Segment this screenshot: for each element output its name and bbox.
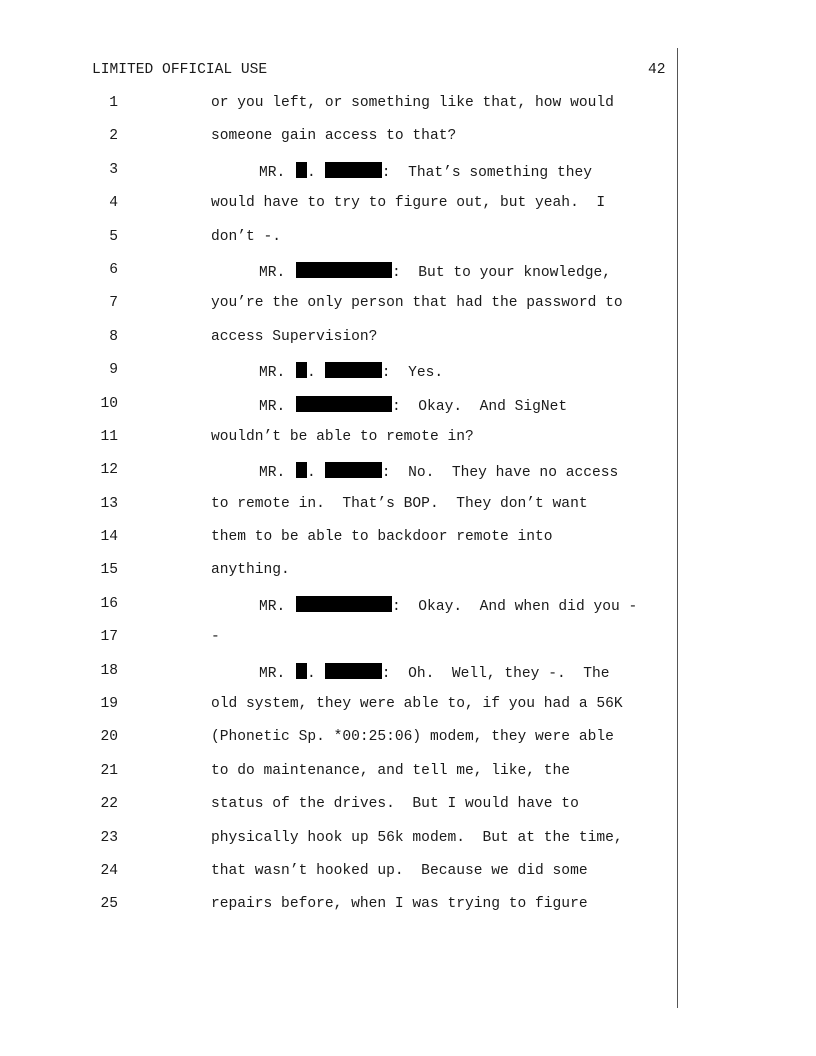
line-text bbox=[211, 596, 637, 615]
transcript-line bbox=[0, 830, 676, 863]
line-number: 3 bbox=[109, 161, 118, 178]
redaction-block bbox=[325, 362, 382, 378]
line-text bbox=[211, 562, 290, 578]
line-number: 6 bbox=[109, 261, 118, 278]
transcript-line bbox=[0, 95, 676, 128]
right-margin-rule bbox=[677, 48, 678, 1008]
line-number: 18 bbox=[100, 662, 118, 679]
line-number: 9 bbox=[109, 362, 118, 379]
line-text bbox=[211, 629, 220, 645]
text-run: : But to your knowledge, bbox=[392, 264, 611, 281]
transcript-line bbox=[0, 362, 676, 395]
redaction-block bbox=[296, 262, 392, 278]
transcript-line bbox=[0, 496, 676, 529]
line-number: 2 bbox=[109, 128, 118, 145]
text-run: anything. bbox=[211, 562, 290, 579]
line-text bbox=[211, 462, 618, 481]
transcript-line bbox=[0, 529, 676, 562]
transcript-line bbox=[0, 629, 676, 662]
text-run: status of the drives. But I would have to bbox=[211, 796, 579, 813]
line-number: 11 bbox=[100, 428, 118, 445]
line-text bbox=[211, 729, 614, 745]
text-run: access Supervision? bbox=[211, 328, 378, 345]
transcript-line bbox=[0, 195, 676, 228]
line-text bbox=[211, 763, 570, 779]
line-text bbox=[211, 796, 579, 812]
line-text bbox=[211, 162, 592, 181]
transcript-line bbox=[0, 863, 676, 896]
transcript-line bbox=[0, 729, 676, 762]
transcript-line bbox=[0, 462, 676, 495]
classification-header: LIMITED OFFICIAL USE bbox=[92, 62, 268, 78]
text-run: MR. bbox=[259, 398, 295, 415]
line-text bbox=[211, 696, 623, 712]
line-text bbox=[211, 529, 553, 545]
text-run: physically hook up 56k modem. But at the time, bbox=[211, 829, 623, 846]
text-run: : That’s something they bbox=[381, 164, 592, 181]
redaction-block bbox=[296, 663, 307, 679]
line-number: 16 bbox=[100, 595, 118, 612]
redaction-block bbox=[296, 396, 392, 412]
text-run: wouldn’t be able to remote in? bbox=[211, 428, 474, 445]
line-number: 13 bbox=[100, 495, 118, 512]
text-run: . bbox=[307, 465, 316, 482]
text-run: MR. bbox=[259, 665, 295, 682]
redaction-block bbox=[325, 462, 382, 478]
transcript-line bbox=[0, 696, 676, 729]
line-text bbox=[211, 863, 588, 879]
text-run: : No. They have no access bbox=[381, 465, 619, 482]
transcript-line bbox=[0, 396, 676, 429]
line-number: 22 bbox=[100, 796, 118, 813]
line-text bbox=[211, 295, 623, 311]
line-number: 17 bbox=[100, 629, 118, 646]
line-text bbox=[211, 262, 611, 281]
text-run: : Okay. And SigNet bbox=[392, 398, 568, 415]
text-run: . bbox=[307, 665, 316, 682]
line-text bbox=[211, 95, 614, 111]
transcript-line bbox=[0, 229, 676, 262]
line-text bbox=[211, 329, 377, 345]
text-run: . bbox=[307, 365, 316, 382]
line-text bbox=[211, 663, 610, 682]
line-number: 7 bbox=[109, 295, 118, 312]
line-text bbox=[211, 830, 623, 846]
redaction-block bbox=[296, 362, 307, 378]
line-text bbox=[211, 229, 281, 245]
line-text bbox=[211, 896, 588, 912]
line-number: 23 bbox=[100, 829, 118, 846]
text-run: MR. bbox=[259, 164, 295, 181]
line-number: 20 bbox=[100, 729, 118, 746]
line-number: 1 bbox=[109, 95, 118, 111]
redaction-block bbox=[325, 663, 382, 679]
transcript-line bbox=[0, 896, 676, 929]
line-text bbox=[211, 396, 567, 415]
transcript-line bbox=[0, 128, 676, 161]
line-number: 25 bbox=[100, 896, 118, 913]
transcript-line bbox=[0, 796, 676, 829]
text-run: them to be able to backdoor remote into bbox=[211, 529, 553, 546]
transcript-line bbox=[0, 562, 676, 595]
line-text bbox=[211, 195, 605, 211]
redaction-block bbox=[325, 162, 382, 178]
page-number: 42 bbox=[648, 62, 666, 78]
transcript-line bbox=[0, 262, 676, 295]
text-run: (Phonetic Sp. *00:25:06) modem, they were able bbox=[211, 729, 614, 746]
line-number: 4 bbox=[109, 195, 118, 212]
line-number: 10 bbox=[100, 395, 118, 412]
transcript-line bbox=[0, 429, 676, 462]
text-run: someone gain access to that? bbox=[211, 128, 457, 145]
line-number: 5 bbox=[109, 228, 118, 245]
redaction-block bbox=[296, 462, 307, 478]
transcript-line bbox=[0, 596, 676, 629]
transcript-line bbox=[0, 162, 676, 195]
transcript-body bbox=[0, 95, 676, 930]
transcript-line bbox=[0, 663, 676, 696]
redaction-block bbox=[296, 162, 307, 178]
transcript-line bbox=[0, 763, 676, 796]
text-run: to remote in. That’s BOP. They don’t want bbox=[211, 495, 588, 512]
text-run: repairs before, when I was trying to figure bbox=[211, 896, 588, 913]
line-number: 24 bbox=[100, 862, 118, 879]
text-run: . bbox=[307, 164, 316, 181]
text-run: : Okay. And when did you - bbox=[392, 598, 638, 615]
line-text bbox=[211, 362, 443, 381]
line-text bbox=[211, 128, 456, 144]
line-number: 8 bbox=[109, 328, 118, 345]
redaction-block bbox=[296, 596, 392, 612]
text-run: or you left, or something like that, how would bbox=[211, 95, 614, 111]
line-number: 19 bbox=[100, 696, 118, 713]
text-run: MR. bbox=[259, 365, 295, 382]
transcript-line bbox=[0, 329, 676, 362]
text-run: that wasn’t hooked up. Because we did some bbox=[211, 862, 588, 879]
line-number: 21 bbox=[100, 762, 118, 779]
text-run: : Yes. bbox=[381, 365, 444, 382]
line-text bbox=[211, 429, 474, 445]
text-run: : Oh. Well, they -. The bbox=[381, 665, 610, 682]
text-run: old system, they were able to, if you had a 56K bbox=[211, 696, 623, 713]
text-run: would have to try to figure out, but yeah. I bbox=[211, 195, 606, 212]
text-run: you’re the only person that had the password to bbox=[211, 295, 623, 312]
text-run: MR. bbox=[259, 598, 295, 615]
line-number: 14 bbox=[100, 529, 118, 546]
text-run: MR. bbox=[259, 465, 295, 482]
text-run: to do maintenance, and tell me, like, the bbox=[211, 762, 571, 779]
text-run: MR. bbox=[259, 264, 295, 281]
text-run: don’t -. bbox=[211, 228, 282, 245]
line-number: 12 bbox=[100, 462, 118, 479]
line-text bbox=[211, 496, 588, 512]
text-run: - bbox=[211, 629, 220, 646]
transcript-line bbox=[0, 295, 676, 328]
line-number: 15 bbox=[100, 562, 118, 579]
